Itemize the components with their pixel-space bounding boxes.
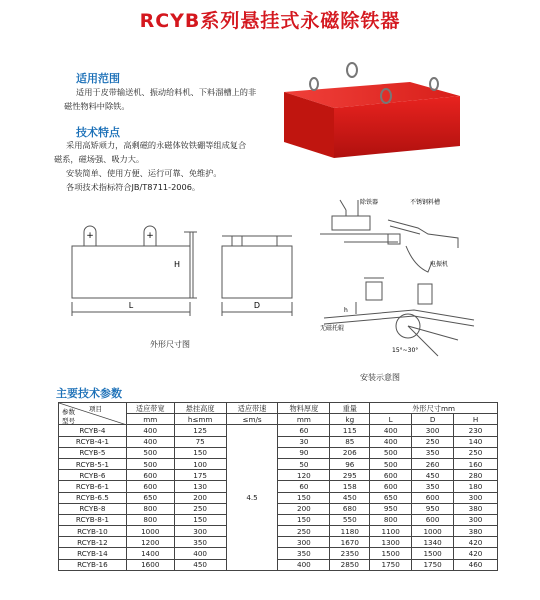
cell-model: RCYB-10 [59,526,127,537]
cell-dim-h: 140 [454,436,498,447]
cell-dim-h: 160 [454,458,498,469]
cell-belt-width: 1200 [126,537,174,548]
cell-thickness: 60 [278,425,330,436]
cell-dim-h: 250 [454,447,498,458]
cell-hang-height: 200 [174,492,226,503]
cell-dim-l: 1750 [370,559,412,570]
table-row [59,470,498,481]
cell-dim-l: 600 [370,470,412,481]
features-text [54,138,280,194]
features-line: 采用高矫顽力，高剩磁的永磁体钕铁硼等组成复合 [66,140,247,150]
cell-belt-width: 1000 [126,526,174,537]
application-heading: 适用范围 [76,72,120,85]
table-row [59,447,498,458]
cell-model: RCYB-6.5 [59,492,127,503]
cell-belt-width: 600 [126,481,174,492]
cell-dim-l: 600 [370,481,412,492]
cell-belt-width: 1600 [126,559,174,570]
cell-belt-width: 600 [126,470,174,481]
cell-dim-d: 250 [412,436,454,447]
cell-thickness: 250 [278,526,330,537]
unit-thickness: mm [278,414,330,425]
table-row [59,548,498,559]
cell-model: RCYB-5-1 [59,458,127,469]
cell-hang-height: 350 [174,537,226,548]
cell-hang-height: 150 [174,514,226,525]
table-row [59,514,498,525]
table-row [59,526,498,537]
cell-hang-height: 150 [174,447,226,458]
table-row [59,492,498,503]
cell-dim-d: 350 [412,481,454,492]
params-heading: 主要技术参数 [56,387,122,400]
header-belt-width: 适应带宽 [126,403,174,414]
cell-dim-d: 350 [412,447,454,458]
cell-weight: 550 [330,514,370,525]
application-line: 磁性物料中除铁。 [64,101,130,111]
installation-caption: 安装示意图 [360,373,400,382]
unit-belt-speed: ≤m/s [226,414,278,425]
cell-hang-height: 300 [174,526,226,537]
cell-weight: 115 [330,425,370,436]
cell-belt-width: 1400 [126,548,174,559]
cell-hang-height: 450 [174,559,226,570]
spec-table-body [59,425,498,570]
table-row [59,481,498,492]
cell-dim-l: 800 [370,514,412,525]
cell-belt-width: 400 [126,425,174,436]
cell-belt-width: 500 [126,458,174,469]
cell-thickness: 60 [278,481,330,492]
cell-hang-height: 125 [174,425,226,436]
header-model: 型号 [62,417,75,425]
cell-model: RCYB-6 [59,470,127,481]
dimension-diagram [62,222,312,322]
cell-model: RCYB-16 [59,559,127,570]
cell-weight: 680 [330,503,370,514]
cell-model: RCYB-14 [59,548,127,559]
cell-dim-d: 600 [412,514,454,525]
cell-belt-width: 800 [126,503,174,514]
table-row [59,537,498,548]
cell-model: RCYB-4-1 [59,436,127,447]
cell-weight: 85 [330,436,370,447]
features-line: 各项技术指标符合JB/T8711-2006。 [66,182,201,192]
cell-dim-l: 1500 [370,548,412,559]
cell-model: RCYB-12 [59,537,127,548]
cell-dim-d: 600 [412,492,454,503]
cell-thickness: 30 [278,436,330,447]
cell-thickness: 50 [278,458,330,469]
cell-dim-h: 380 [454,503,498,514]
cell-dim-h: 420 [454,537,498,548]
application-line: 适用于皮带输送机、振动给料机、下料溜槽上的非 [76,87,257,97]
cell-weight: 295 [330,470,370,481]
cell-dim-l: 500 [370,458,412,469]
cell-dim-h: 280 [454,470,498,481]
cell-belt-width: 400 [126,436,174,447]
cell-thickness: 350 [278,548,330,559]
features-line: 安装简单、使用方便、运行可靠、免维护。 [66,168,222,178]
header-belt-speed: 适应带速 [226,403,278,414]
header-diagonal-cell [59,403,127,425]
dimension-caption: 外形尺寸图 [150,340,190,349]
cell-weight: 2850 [330,559,370,570]
features-line: 磁系，磁场强、吸力大。 [54,154,145,164]
application-text [64,85,274,113]
cell-weight: 1180 [330,526,370,537]
cell-dim-h: 460 [454,559,498,570]
cell-dim-l: 400 [370,425,412,436]
unit-l: L [370,414,412,425]
table-row [59,458,498,469]
dim-label-l: L [128,301,134,310]
label-idler: 无磁托辊 [320,325,345,332]
cell-hang-height: 130 [174,481,226,492]
dim-label-h: H [174,260,181,269]
cell-weight: 1670 [330,537,370,548]
bolt-plus-icon: + [86,231,94,241]
cell-dim-d: 1000 [412,526,454,537]
cell-weight: 2350 [330,548,370,559]
cell-dim-l: 400 [370,436,412,447]
cell-dim-h: 230 [454,425,498,436]
cell-model: RCYB-5 [59,447,127,458]
label-stainless-trough: 不锈钢料槽 [410,199,441,206]
cell-thickness: 150 [278,514,330,525]
magnet-product-image [282,60,462,160]
cell-weight: 96 [330,458,370,469]
cell-dim-h: 420 [454,548,498,559]
cell-weight: 158 [330,481,370,492]
label-angle: 15°~30° [392,347,419,354]
cell-belt-width: 500 [126,447,174,458]
cell-thickness: 120 [278,470,330,481]
table-row [59,425,498,436]
cell-dim-l: 650 [370,492,412,503]
cell-dim-d: 1750 [412,559,454,570]
table-row [59,436,498,447]
cell-dim-d: 450 [412,470,454,481]
cell-dim-d: 260 [412,458,454,469]
unit-d: D [412,414,454,425]
cell-hang-height: 400 [174,548,226,559]
cell-model: RCYB-4 [59,425,127,436]
header-hang-height: 悬挂高度 [174,403,226,414]
header-thickness: 物料厚度 [278,403,330,414]
table-row [59,559,498,570]
cell-dim-d: 950 [412,503,454,514]
label-separator: 除铁器 [360,199,379,206]
table-row [59,503,498,514]
header-weight: 重量 [330,403,370,414]
cell-thickness: 200 [278,503,330,514]
cell-belt-width: 650 [126,492,174,503]
header-param: 参数 [62,408,75,416]
cell-dim-h: 380 [454,526,498,537]
cell-thickness: 150 [278,492,330,503]
label-vibrator: 电振机 [430,261,449,268]
unit-hang-height: h≤mm [174,414,226,425]
spec-table [58,402,498,571]
header-diagonal-line [59,403,127,425]
cell-hang-height: 175 [174,470,226,481]
cell-belt-width: 800 [126,514,174,525]
cell-model: RCYB-8 [59,503,127,514]
cell-dim-l: 1100 [370,526,412,537]
cell-dim-h: 180 [454,481,498,492]
cell-hang-height: 75 [174,436,226,447]
cell-hang-height: 100 [174,458,226,469]
cell-thickness: 90 [278,447,330,458]
cell-dim-h: 300 [454,492,498,503]
bolt-plus-icon: + [146,231,154,241]
cell-model: RCYB-6-1 [59,481,127,492]
cell-dim-l: 950 [370,503,412,514]
page-title: RCYB系列悬挂式永磁除铁器 [139,10,401,32]
cell-weight: 206 [330,447,370,458]
installation-diagram [318,190,498,360]
cell-dim-d: 1340 [412,537,454,548]
cell-dim-l: 1300 [370,537,412,548]
header-item: 项目 [89,405,102,413]
cell-dim-h: 300 [454,514,498,525]
cell-hang-height: 250 [174,503,226,514]
unit-belt-width: mm [126,414,174,425]
header-dimensions: 外形尺寸mm [370,403,498,414]
cell-belt-speed: 4.5 [226,425,278,570]
unit-h: H [454,414,498,425]
dim-label-d: D [253,301,261,310]
cell-dim-l: 500 [370,447,412,458]
features-heading: 技术特点 [76,126,120,139]
cell-weight: 450 [330,492,370,503]
cell-thickness: 400 [278,559,330,570]
label-h: h [344,307,348,314]
table-header-row [59,403,498,414]
cell-model: RCYB-8-1 [59,514,127,525]
cell-thickness: 300 [278,537,330,548]
cell-dim-d: 300 [412,425,454,436]
cell-dim-d: 1500 [412,548,454,559]
unit-weight: kg [330,414,370,425]
